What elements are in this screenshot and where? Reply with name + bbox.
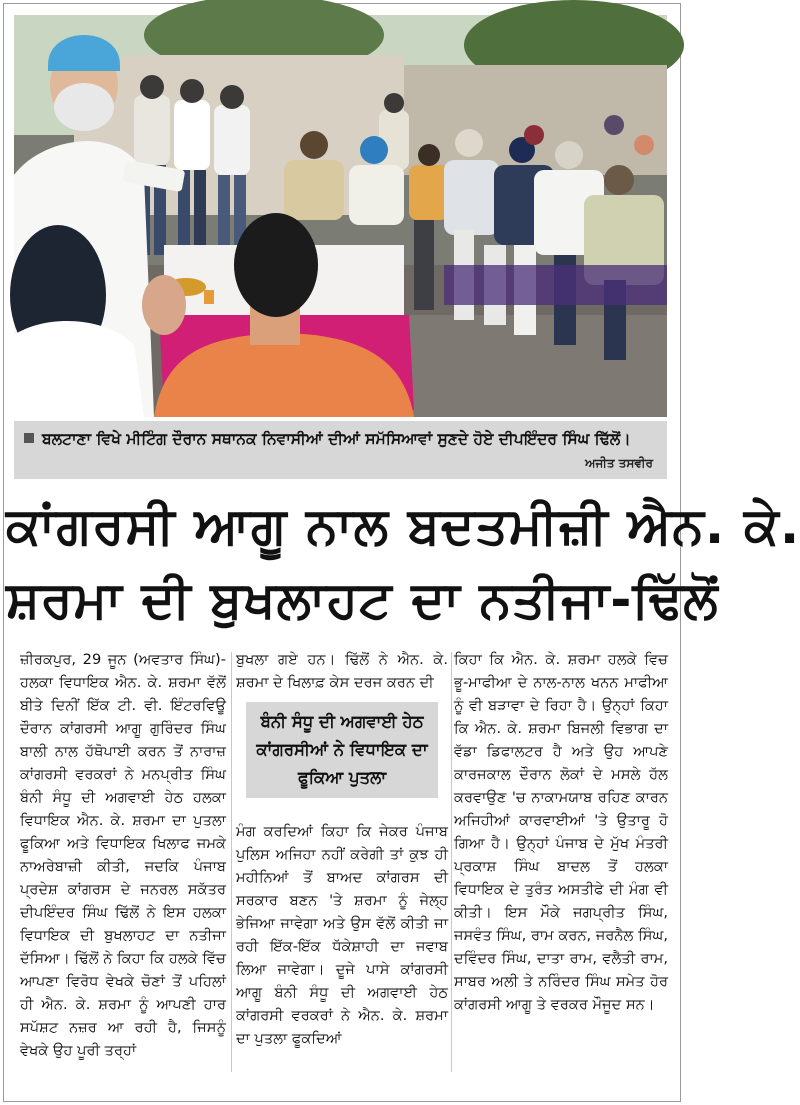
column-divider <box>451 652 452 1072</box>
caption-bullet-icon <box>24 433 34 443</box>
caption-text-wrapper <box>24 427 657 451</box>
headline-line-1: ਕਾਂਗਰਸੀ ਆਗੂ ਨਾਲ ਬਦਤਮੀਜ਼ੀ ਐਨ. ਕੇ. <box>6 497 800 556</box>
headline-line-2: ਸ਼ਰਮਾ ਦੀ ਬੁਖਲਾਹਟ ਦਾ ਨਤੀਜਾ-ਢਿੱਲੋਂ <box>6 571 719 630</box>
article-column-2-bottom: ਮੰਗ ਕਰਦਿਆਂ ਕਿਹਾ ਕਿ ਜੇਕਰ ਪੰਜਾਬ ਪੁਲਿਸ ਅਜਿਹਾ ਨਹੀਂ ਕਰੇਗੀ ਤਾਂ ਕੁਝ ਹੀ ਮਹੀਨਿਆਂ ਤੋਂ ਬਾਅਦ ਕਾਂਗਰਸ ਦੀ ਸਰਕਾਰ ਬਣਨ 'ਤੇ ਸ਼ਰਮਾ ਨੂੰ ਜੇਲ੍ਹ ਭੇਜਿਆ ਜਾਵੇਗਾ ਅਤੇ ਉਸ ਵੱਲੋਂ ਕੀਤੀ ਜਾ ਰਹੀ ਇੱਕ-ਇੱਕ ਧੱਕੇਸ਼ਾਹੀ ਦਾ ਜਵਾਬ ਲਿਆ ਜਾਵੇਗਾ। ਦੂਜੇ ਪਾਸੇ ਕਾਂਗਰਸੀ ਆਗੂ ਬੰਨੀ ਸੰਧੂ ਦੀ ਅਗਵਾਈ ਹੇਠ ਕਾਂਗਰਸੀ ਵਰਕਰਾਂ ਨੇ ਐਨ. ਕੇ. ਸ਼ਰਮਾ ਦਾ ਪੁਤਲਾ ਫੂਕਦਿਆਂ <box>236 823 448 1047</box>
article-column-1: ਜ਼ੀਰਕਪੁਰ, 29 ਜੂਨ (ਅਵਤਾਰ ਸਿੰਘ)-ਹਲਕਾ ਵਿਧਾਇਕ ਐਨ. ਕੇ. ਸ਼ਰਮਾ ਵੱਲੋਂ ਬੀਤੇ ਦਿਨੀਂ ਇੱਕ ਟੀ. ਵੀ. ਇੰਟਰਵਿਊ ਦੌਰਾਨ ਕਾਂਗਰਸੀ ਆਗੂ ਗੁਰਿੰਦਰ ਸਿੰਘ ਬਾਲੀ ਨਾਲ ਹੱਥੋਪਾਈ ਕਰਨ ਤੋਂ ਨਾਰਾਜ਼ ਕਾਂਗਰਸੀ ਵਰਕਰਾਂ ਨੇ ਮਨਪ੍ਰੀਤ ਸਿੰਘ ਬੰਨੀ ਸੰਧੂ ਦੀ ਅਗਵਾਈ ਹੇਠ ਹਲਕਾ ਵਿਧਾਇਕ ਐਨ. ਕੇ. ਸ਼ਰਮਾ ਦਾ ਪੁਤਲਾ ਫੂਕਿਆ ਅਤੇ ਵਿਧਾਇਕ ਖਿਲਾਫ ਜਮਕੇ ਨਾਅਰੇਬਾਜ਼ੀ ਕੀਤੀ, ਜਦਕਿ ਪੰਜਾਬ ਪ੍ਰਦੇਸ਼ ਕਾਂਗਰਸ ਦੇ ਜਨਰਲ ਸਕੱਤਰ ਦੀਪਇੰਦਰ ਸਿੰਘ ਢਿੱਲੋਂ ਨੇ ਇਸ ਹਲਕਾ ਵਿਧਾਇਕ ਦੀ ਬੁਖਲਾਹਟ ਦਾ ਨਤੀਜਾ ਦੱਸਿਆ। ਢਿੱਲੋਂ ਨੇ ਕਿਹਾ ਕਿ ਹਲਕੇ ਵਿੱਚ ਆਪਣਾ ਵਿਰੋਧ ਵੇਖਕੇ ਚੋਣਾਂ ਤੋਂ ਪਹਿਲਾਂ ਹੀ ਐਨ. ਕੇ. ਸ਼ਰਮਾ ਨੂੰ ਆਪਣੀ ਹਾਰ ਸਪੱਸ਼ਟ ਨਜ਼ਰ ਆ ਰਹੀ ਹੈ, ਜਿਸਨੂੰ ਵੇਖਕੇ ਉਹ ਪੂਰੀ ਤਰ੍ਹਾਂ <box>20 651 226 1059</box>
caption-text: ਬਲਟਾਣਾ ਵਿਖੇ ਮੀਟਿੰਗ ਦੌਰਾਨ ਸਥਾਨਕ ਨਿਵਾਸੀਆਂ ਦੀਆਂ ਸਮੱਸਿਆਵਾਂ ਸੁਣਦੇ ਹੋਏ ਦੀਪਇੰਦਰ ਸਿੰਘ ਢਿੱਲੋਂ। <box>42 430 631 448</box>
headline <box>6 490 800 638</box>
article-column-3: ਕਿਹਾ ਕਿ ਐਨ. ਕੇ. ਸ਼ਰਮਾ ਹਲਕੇ ਵਿਚ ਭੂ-ਮਾਫੀਆ ਦੇ ਨਾਲ-ਨਾਲ ਖਨਨ ਮਾਫੀਆ ਨੂੰ ਵੀ ਬੜਾਵਾ ਦੇ ਰਿਹਾ ਹੈ। ਉਨ੍ਹਾਂ ਕਿਹਾ ਕਿ ਐਨ. ਕੇ. ਸ਼ਰਮਾ ਬਿਜਲੀ ਵਿਭਾਗ ਦਾ ਵੱਡਾ ਡਿਫਾਲਟਰ ਹੈ ਅਤੇ ਉਹ ਆਪਣੇ ਕਾਰਜਕਾਲ ਦੌਰਾਨ ਲੋਕਾਂ ਦੇ ਮਸਲੇ ਹੱਲ ਕਰਵਾਉਣ 'ਚ ਨਾਕਾਮਯਾਬ ਰਹਿਣ ਕਾਰਨ ਅਜਿਹੀਆਂ ਕਾਰਵਾਈਆਂ 'ਤੇ ਉਤਾਰੂ ਹੋ ਗਿਆ ਹੈ। ਉਨ੍ਹਾਂ ਪੰਜਾਬ ਦੇ ਮੁੱਖ ਮੰਤਰੀ ਪ੍ਰਕਾਸ਼ ਸਿੰਘ ਬਾਦਲ ਤੋਂ ਹਲਕਾ ਵਿਧਾਇਕ ਦੇ ਤੁਰੰਤ ਅਸਤੀਫੇ ਦੀ ਮੰਗ ਵੀ ਕੀਤੀ। ਇਸ ਮੌਕੇ ਜਗਪ੍ਰੀਤ ਸਿੰਘ, ਜਸਵੰਤ ਸਿੰਘ, ਰਾਮ ਕਰਨ, ਜਰਨੈਲ ਸਿੰਘ, ਦਵਿੰਦਰ ਸਿੰਘ, ਦਾਤਾ ਰਾਮ, ਵਲੈਤੀ ਰਾਮ, ਸਾਬਰ ਅਲੀ ਤੇ ਨਰਿੰਦਰ ਸਿੰਘ ਸਮੇਤ ਹੋਰ ਕਾਂਗਰਸੀ ਆਗੂ ਤੇ ਵਰਕਰ ਮੌਜੂਦ ਸਨ। <box>454 651 668 1013</box>
photo-credit: ਅਜੀਤ ਤਸਵੀਰ <box>585 456 653 470</box>
news-photo <box>14 15 667 417</box>
photo-caption <box>14 421 667 479</box>
meeting-photo-illustration <box>14 15 667 417</box>
subheadline-box: ਬੰਨੀ ਸੰਧੂ ਦੀ ਅਗਵਾਈ ਹੇਠ ਕਾਂਗਰਸੀਆਂ ਨੇ ਵਿਧਾਇਕ ਦਾ ਫੂਕਿਆ ਪੁਤਲਾ <box>246 702 438 798</box>
column-divider <box>231 652 232 1072</box>
article-column-2-top: ਬੁਖਲਾ ਗਏ ਹਨ। ਢਿੱਲੋਂ ਨੇ ਐਨ. ਕੇ. ਸ਼ਰਮਾ ਦੇ ਖਿਲਾਫ਼ ਕੇਸ ਦਰਜ ਕਰਨ ਦੀ <box>236 651 448 691</box>
